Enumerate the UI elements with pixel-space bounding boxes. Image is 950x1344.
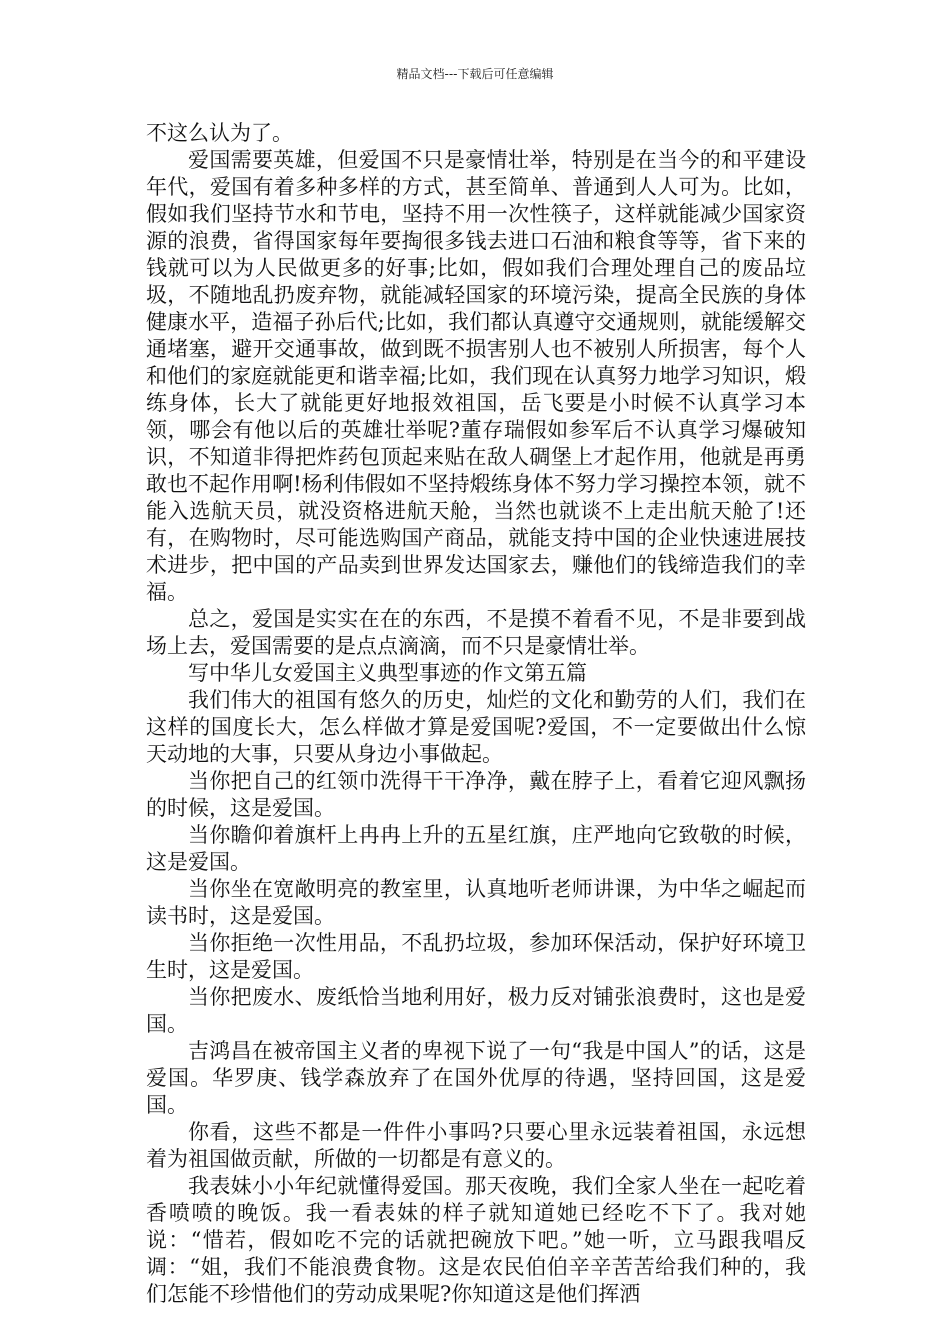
page-header: 精品文档---下载后可任意编辑 xyxy=(396,67,554,81)
paragraph-3: 总之，爱国是实实在在的东西，不是摸不着看不见，不是非要到战场上去，爱国需要的是点点滴滴，而不只是豪情壮举。 xyxy=(146,607,806,658)
paragraph-8: 当你坐在宽敞明亮的教室里，认真地听老师讲课，为中华之崛起而读书时，这是爱国。 xyxy=(146,877,806,928)
paragraph-2: 爱国需要英雄，但爱国不只是豪情壮举，特别是在当今的和平建设年代，爱国有着多种多样的方式，甚至简单、普通到人人可为。比如，假如我们坚持节水和节电，坚持不用一次性筷子，这样就能减少国家资源的浪费，省得国家每年要掏很多钱去进口石油和粮食等等，省下来的钱就可以为人民做更多的好事;比如，假如我们合理处理自己的废品垃圾，不随地乱扔废弃物，就能减轻国家的环境污染，提高全民族的身体健康水平，造福子孙后代;比如，我们都认真遵守交通规则，就能缓解交通堵塞，避开交通事故，做到既不损害别人也不被别人所损害，每个人和他们的家庭就能更和谐幸福;比如，我们现在认真努力地学习知识，煅练身体，长大了就能更好地报效祖国，岳飞要是小时候不认真学习本领，哪会有他以后的英雄壮举呢?董存瑞假如参军后不认真学习爆破知识，不知道非得把炸药包顶起来贴在敌人碉堡上才起作用，他就是再勇敢也不起作用啊!杨利伟假如不坚持煅练身体不努力学习操控本领，就不能入选航天员，就没资格进航天舱，当然也就谈不上走出航天舱了!还有，在购物时，尽可能选购国产商品，就能支持中国的企业快速进展技术进步，把中国的产品卖到世界发达国家去，赚他们的钱缔造我们的幸福。 xyxy=(146,148,806,604)
paragraph-13: 我表妹小小年纪就懂得爱国。那天夜晚，我们全家人坐在一起吃着香喷喷的晚饭。我一看表妹的样子就知道她已经吃不下了。我对她说：“惜若，假如吃不完的话就把碗放下吧。”她一听，立马跟我唱反调：“姐，我们不能浪费食物。这是农民伯伯辛辛苦苦给我们种的，我们怎能不珍惜他们的劳动成果呢?你知道这是他们挥洒 xyxy=(146,1174,806,1306)
paragraph-11: 吉鸿昌在被帝国主义者的卑视下说了一句“我是中国人”的话，这是爱国。华罗庚、钱学森放弃了在国外优厚的待遇，坚持回国，这是爱国。 xyxy=(146,1039,806,1117)
paragraph-9: 当你拒绝一次性用品，不乱扔垃圾，参加环保活动，保护好环境卫生时，这是爱国。 xyxy=(146,931,806,982)
section-heading: 写中华儿女爱国主义典型事迹的作文第五篇 xyxy=(188,661,587,685)
paragraph-12: 你看，这些不都是一件件小事吗?只要心里永远装着祖国，永远想着为祖国做贡献，所做的一切都是有意义的。 xyxy=(146,1120,806,1171)
paragraph-5: 我们伟大的祖国有悠久的历史，灿烂的文化和勤劳的人们，我们在这样的国度长大，怎么样做才算是爱国呢?爱国，不一定要做出什么惊天动地的大事，只要从身边小事做起。 xyxy=(146,688,806,766)
document-body xyxy=(146,120,806,1308)
paragraph-1: 不这么认为了。 xyxy=(146,121,293,145)
paragraph-10: 当你把废水、废纸恰当地利用好，极力反对铺张浪费时，这也是爱国。 xyxy=(146,985,806,1036)
paragraph-7: 当你瞻仰着旗杆上冉冉上升的五星红旗，庄严地向它致敬的时候，这是爱国。 xyxy=(146,823,806,874)
paragraph-6: 当你把自己的红领巾洗得干干净净，戴在脖子上，看着它迎风飘扬的时候，这是爱国。 xyxy=(146,769,806,820)
